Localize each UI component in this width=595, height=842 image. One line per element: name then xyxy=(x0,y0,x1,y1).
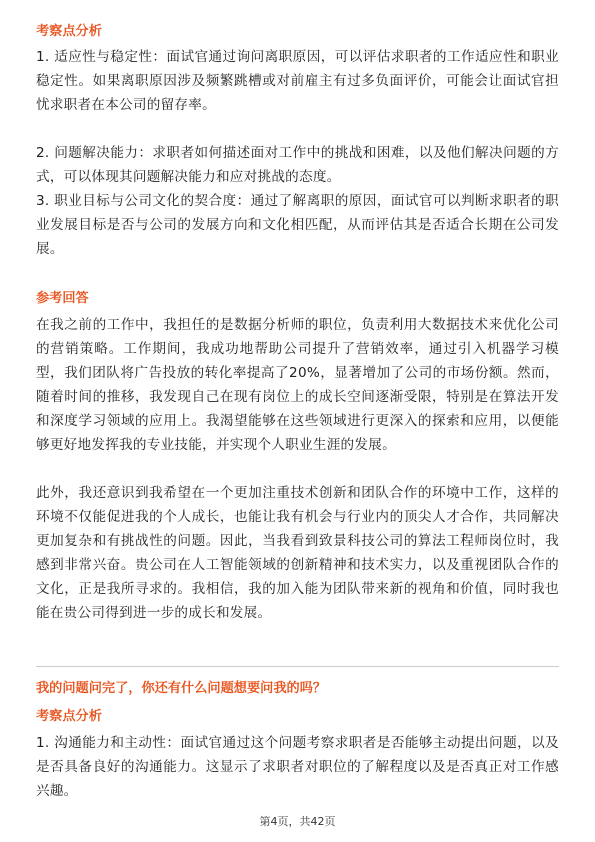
section-heading-analysis: 考察点分析 xyxy=(36,24,102,39)
answer-paragraph-2: 此外，我还意识到我希望在一个更加注重技术创新和团队合作的环境中工作，这样的环境不仅能促进我的个人成长，也能让我有机会与行业内的顶尖人才合作，共同解决更加复杂和有挑战性的问题。因此，当我看到致景科技公司的算法工程师岗位时，我感到非常兴奋。贵公司在人工智能领域的创新精神和技术实力，以及重视团队合作的文化，正是我所寻求的。我相信，我的加入能为团队带来新的视角和价值，同时我也能在贵公司得到进一步的成长和发展。 xyxy=(36,485,559,621)
answer-paragraph-1: 在我之前的工作中，我担任的是数据分析师的职位，负责利用大数据技术来优化公司的营销策略。工作期间，我成功地帮助公司提升了营销效率，通过引入机器学习模型，我们团队将广告投放的转化率提高了20%，显著增加了公司的市场份额。然而，随着时间的推移，我发现自己在现有岗位上的成长空间逐渐受限，特别是在算法开发和深度学习领域的应用上。我渴望能够在这些领域进行更深入的探索和应用，以便能够更好地发挥我的专业技能，并实现个人职业生涯的发展。 xyxy=(36,317,559,453)
section-heading-reference-answer: 参考回答 xyxy=(36,291,89,306)
analysis-item-3: 3. 职业目标与公司文化的契合度：通过了解离职的原因，面试官可以判断求职者的职业发展目标是否与公司的发展方向和文化相匹配，从而评估其是否适合长期在公司发展。 xyxy=(36,193,559,257)
analysis-item-2: 2. 问题解决能力：求职者如何描述面对工作中的挑战和困难，以及他们解决问题的方式，可以体现其问题解决能力和应对挑战的态度。 xyxy=(36,145,559,185)
page-number: 第4页，共42页 xyxy=(259,815,336,828)
question-title: 我的问题问完了，你还有什么问题想要问我的吗？ xyxy=(36,681,327,696)
analysis-item-1: 1. 适应性与稳定性：面试官通过询问离职原因，可以评估求职者的工作适应性和职业稳定性。如果离职原因涉及频繁跳槽或对前雇主有过多负面评价，可能会让面试官担忧求职者在本公司的留存率。 xyxy=(36,49,559,113)
section-heading-analysis-2: 考察点分析 xyxy=(36,709,102,724)
analysis-item-1-b: 1. 沟通能力和主动性：面试官通过这个问题考察求职者是否能够主动提出问题，以及是否具备良好的沟通能力。这显示了求职者对职位的了解程度以及是否真正对工作感兴趣。 xyxy=(36,735,559,799)
section-divider xyxy=(36,666,559,667)
